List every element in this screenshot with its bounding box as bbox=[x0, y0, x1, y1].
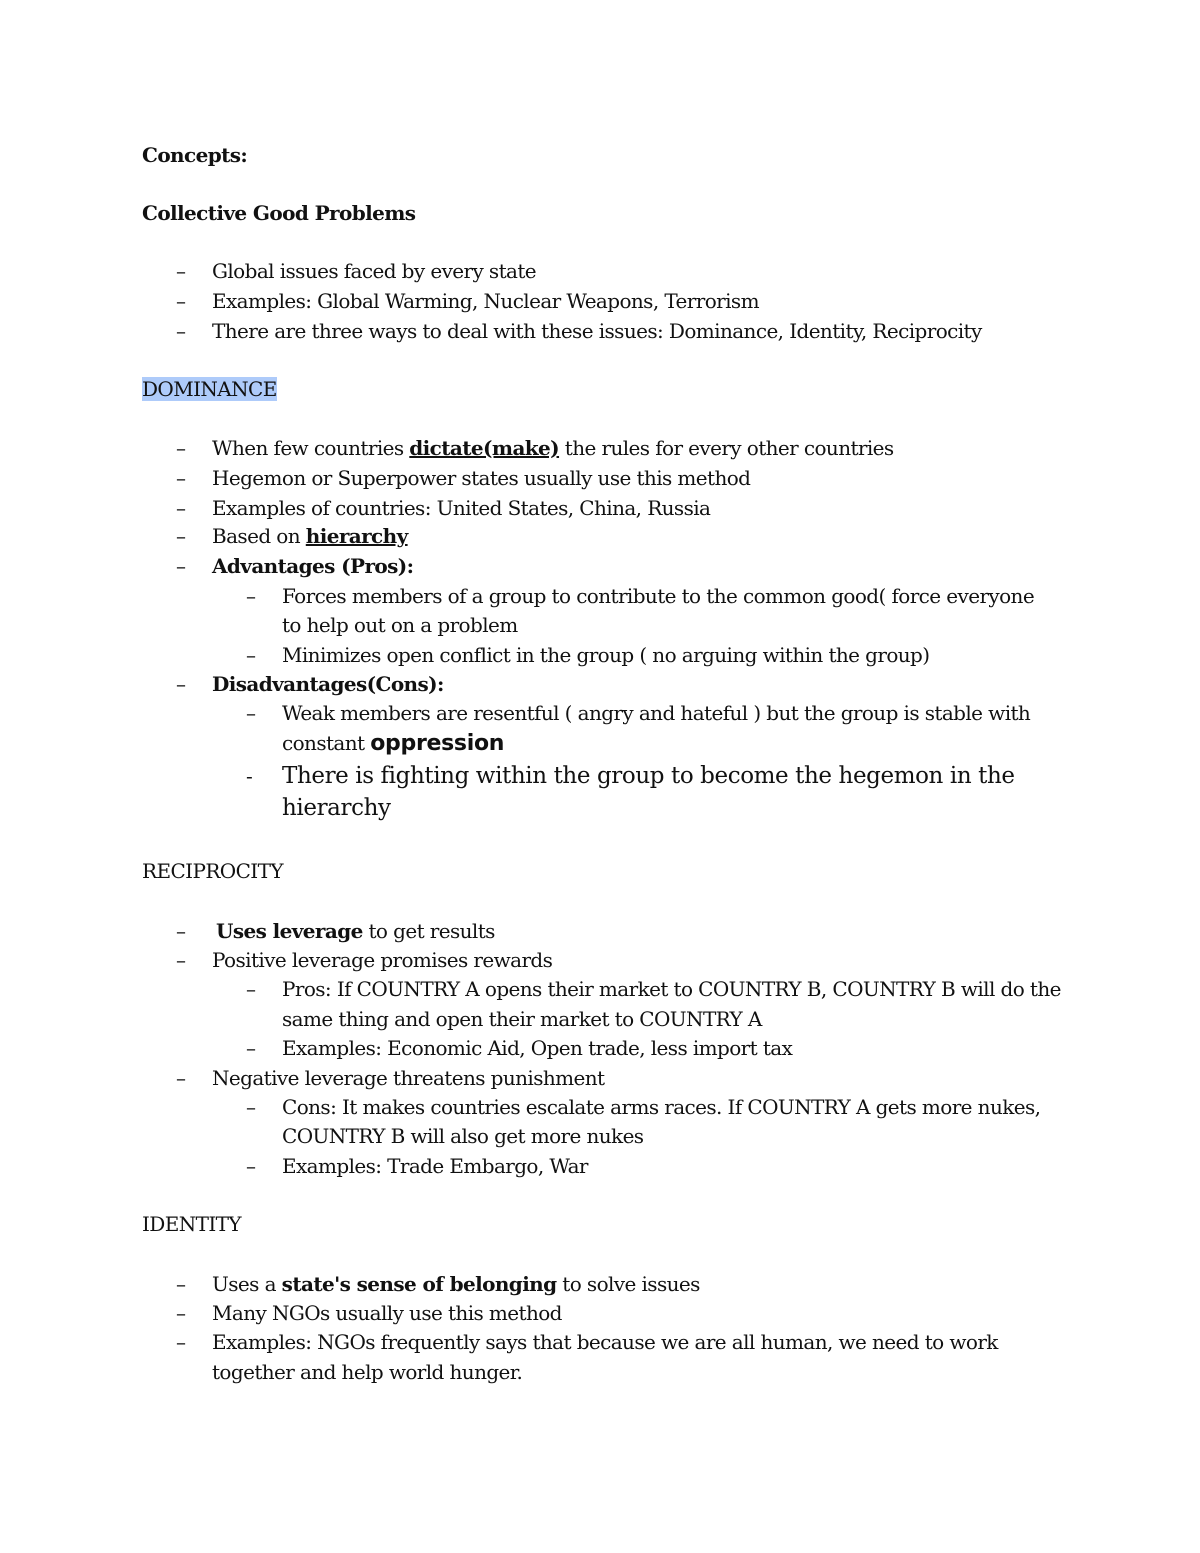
sub-bullet-dash: – bbox=[246, 701, 256, 725]
list-item: When few countries dictate(make) the rules for every other countries bbox=[212, 436, 894, 460]
section-heading-identity: IDENTITY bbox=[142, 1212, 242, 1236]
sub-list-item-continuation: to help out on a problem bbox=[282, 613, 518, 637]
list-item: Examples of countries: United States, China, Russia bbox=[212, 496, 711, 520]
list-item: Uses a state's sense of belonging to solve issues bbox=[212, 1272, 700, 1296]
list-item: Uses leverage to get results bbox=[216, 919, 495, 943]
bullet-dash: – bbox=[176, 496, 186, 520]
sub-bullet-dash: - bbox=[246, 764, 253, 788]
bullet-dash: – bbox=[176, 1066, 186, 1090]
list-item: There are three ways to deal with these issues: Dominance, Identity, Reciprocity bbox=[212, 319, 982, 343]
list-item: Based on hierarchy bbox=[212, 524, 408, 548]
section-heading-collective: Collective Good Problems bbox=[142, 201, 416, 225]
advantages-label: Advantages (Pros): bbox=[212, 554, 414, 578]
sub-list-item: Pros: If COUNTRY A opens their market to COUNTRY B, COUNTRY B will do the bbox=[282, 977, 1061, 1001]
sub-bullet-dash: – bbox=[246, 1095, 256, 1119]
list-item: Examples: Global Warming, Nuclear Weapons, Terrorism bbox=[212, 289, 759, 313]
sub-list-item-continuation: COUNTRY B will also get more nukes bbox=[282, 1124, 644, 1148]
bullet-dash: – bbox=[176, 466, 186, 490]
section-heading-dominance bbox=[142, 376, 277, 402]
sub-list-item: Minimizes open conflict in the group ( no arguing within the group) bbox=[282, 643, 930, 667]
sub-bullet-dash: – bbox=[246, 1036, 256, 1060]
section-heading-reciprocity: RECIPROCITY bbox=[142, 859, 283, 883]
bullet-dash: – bbox=[176, 289, 186, 313]
emphasized-term: dictate(make) bbox=[409, 436, 560, 460]
bullet-dash: – bbox=[176, 1272, 186, 1296]
list-item-continuation: together and help world hunger. bbox=[212, 1360, 523, 1384]
page-title: Concepts: bbox=[142, 143, 248, 167]
sub-list-item-continuation: hierarchy bbox=[282, 795, 391, 821]
sub-list-item: There is fighting within the group to become the hegemon in the bbox=[282, 763, 1015, 789]
emphasized-term: Uses leverage bbox=[216, 919, 363, 943]
bullet-dash: – bbox=[176, 319, 186, 343]
bullet-dash: – bbox=[176, 1330, 186, 1354]
sub-bullet-dash: – bbox=[246, 1154, 256, 1178]
sub-list-item-continuation: constant oppression bbox=[282, 731, 505, 756]
bullet-dash: – bbox=[176, 524, 186, 548]
sub-list-item: Weak members are resentful ( angry and hateful ) but the group is stable with bbox=[282, 701, 1031, 725]
sub-bullet-dash: – bbox=[246, 977, 256, 1001]
bullet-dash: – bbox=[176, 554, 186, 578]
emphasized-term: oppression bbox=[370, 731, 505, 756]
disadvantages-label: Disadvantages(Cons): bbox=[212, 672, 444, 696]
sub-list-item: Examples: Trade Embargo, War bbox=[282, 1154, 588, 1178]
emphasized-term: state's sense of belonging bbox=[281, 1272, 557, 1296]
list-item: Negative leverage threatens punishment bbox=[212, 1066, 605, 1090]
sub-list-item: Forces members of a group to contribute to the common good( force everyone bbox=[282, 584, 1035, 608]
emphasized-term: hierarchy bbox=[305, 524, 408, 548]
sub-bullet-dash: – bbox=[246, 643, 256, 667]
bullet-dash: – bbox=[176, 259, 186, 283]
sub-list-item-continuation: same thing and open their market to COUNTRY A bbox=[282, 1007, 762, 1031]
bullet-dash: – bbox=[176, 1301, 186, 1325]
bullet-dash: – bbox=[176, 672, 186, 696]
list-item: Hegemon or Superpower states usually use this method bbox=[212, 466, 751, 490]
list-item: Positive leverage promises rewards bbox=[212, 948, 553, 972]
highlighted-heading: DOMINANCE bbox=[142, 377, 277, 401]
sub-list-item: Examples: Economic Aid, Open trade, less import tax bbox=[282, 1036, 793, 1060]
bullet-dash: – bbox=[176, 948, 186, 972]
list-item: Many NGOs usually use this method bbox=[212, 1301, 562, 1325]
sub-list-item: Cons: It makes countries escalate arms races. If COUNTRY A gets more nukes, bbox=[282, 1095, 1041, 1119]
bullet-dash: – bbox=[176, 919, 186, 943]
list-item: Examples: NGOs frequently says that because we are all human, we need to work bbox=[212, 1330, 998, 1354]
sub-bullet-dash: – bbox=[246, 584, 256, 608]
bullet-dash: – bbox=[176, 436, 186, 460]
list-item: Global issues faced by every state bbox=[212, 259, 537, 283]
